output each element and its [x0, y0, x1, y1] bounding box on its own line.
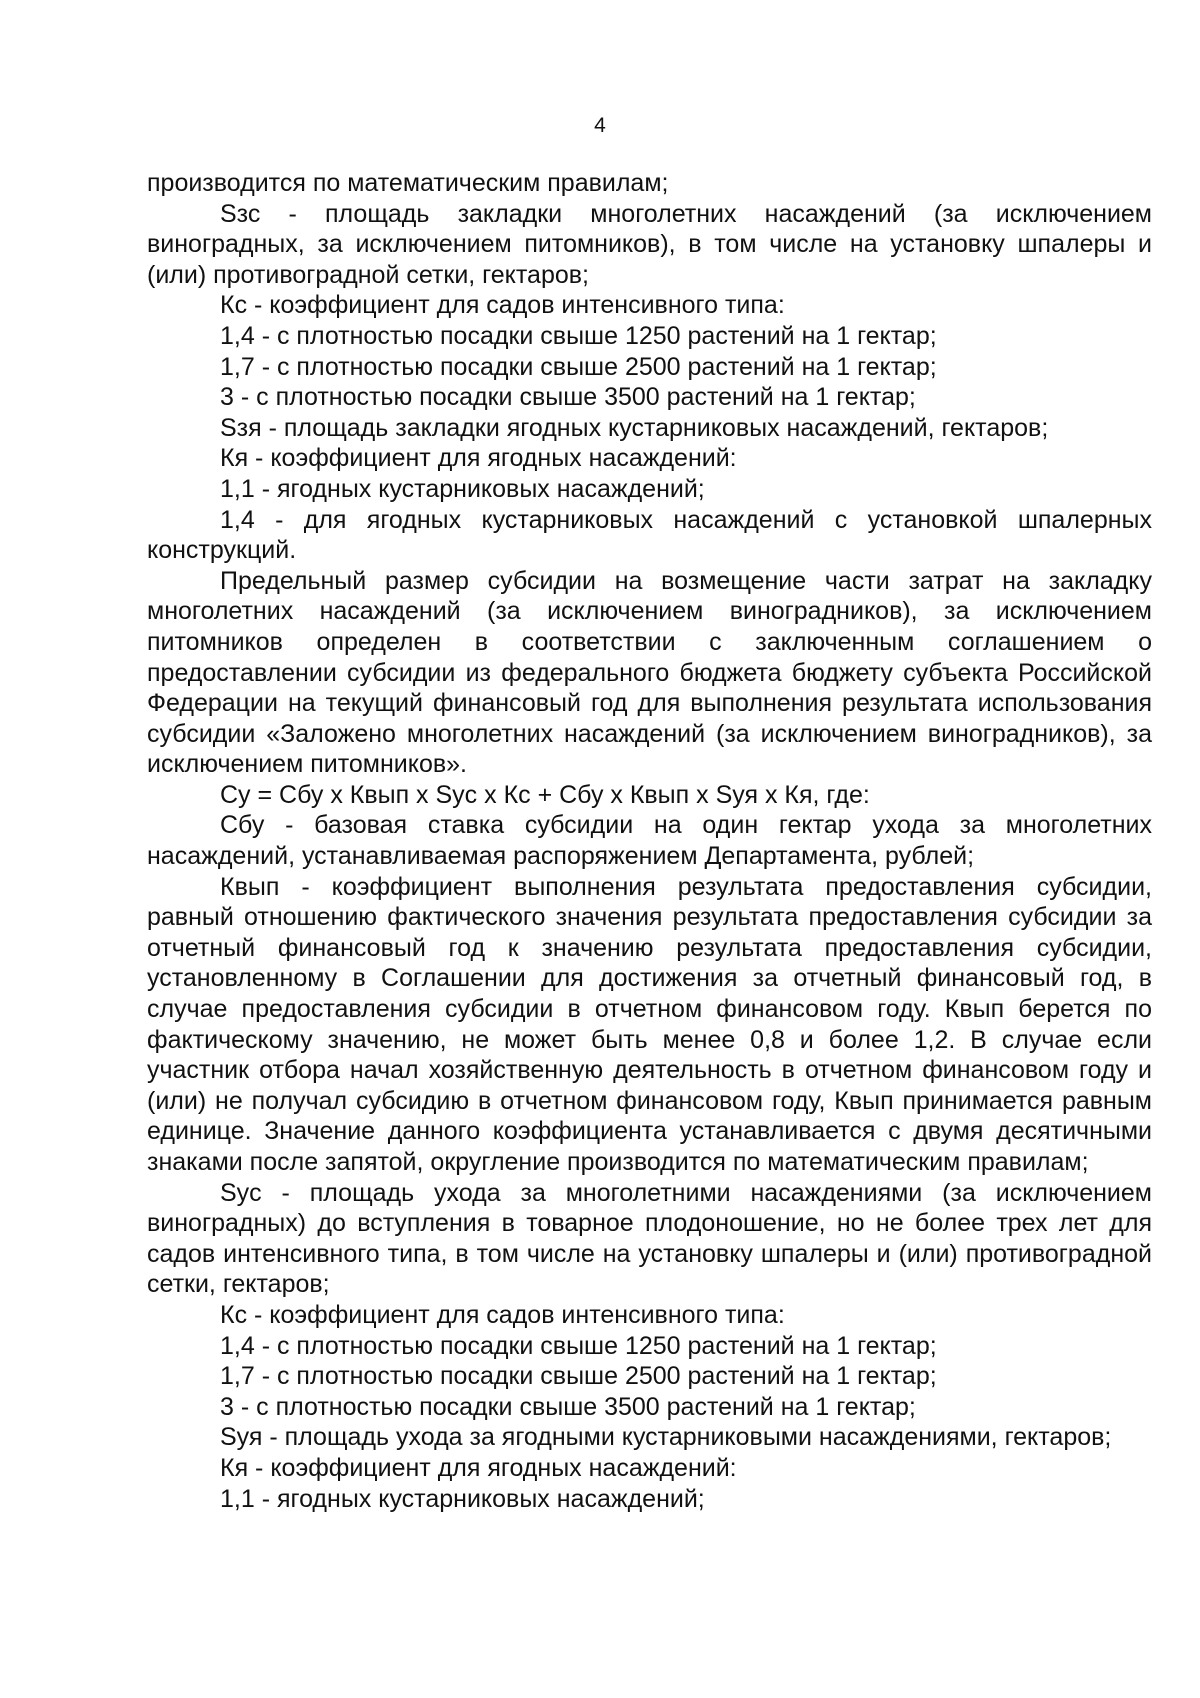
- paragraph: 1,4 - с плотностью посадки свыше 1250 растений на 1 гектар;: [220, 1331, 937, 1360]
- paragraph: 1,7 - с плотностью посадки свыше 2500 растений на 1 гектар;: [220, 1362, 937, 1391]
- paragraph: Sзс - площадь закладки многолетних насаждений (за исключением виноградных, за исключением питомников), в том числе на установку шпалеры и (или) противоградной сетки, гектаров;: [147, 199, 1152, 289]
- paragraph: Кя - коэффициент для ягодных насаждений:: [220, 1453, 737, 1482]
- paragraph: производится по математическим правилам;: [147, 169, 669, 197]
- paragraph: 1,4 - с плотностью посадки свыше 1250 растений на 1 гектар;: [220, 321, 937, 350]
- paragraph: Сбу - базовая ставка субсидии на один гектар ухода за многолетних насаждений, устанавливаемая распоряжением Департамента, рублей;: [147, 811, 1152, 871]
- paragraph: Кя - коэффициент для ягодных насаждений:: [220, 444, 737, 473]
- paragraph: 1,7 - с плотностью посадки свыше 2500 растений на 1 гектар;: [220, 352, 937, 381]
- page-number: 4: [594, 114, 606, 137]
- paragraph: Кс - коэффициент для садов интенсивного типа:: [220, 291, 785, 320]
- paragraph: Кс - коэффициент для садов интенсивного типа:: [220, 1300, 785, 1329]
- paragraph: Су = Сбу x Квып x Syc x Кс + Сбу x Квып x Sуя x Кя, где:: [220, 780, 870, 809]
- paragraph: Квып - коэффициент выполнения результата предоставления субсидии, равный отношению фактического значения результата предоставления субсидии за отчетный финансовый год к значению результата предоставления субсидии, установленному в Соглашении для достижения за отчетный финансовый год, в случае предоставления субсидии в отчетном финансовом году. Квып берется по фактическому значению, не может быть менее 0,8 и более 1,2. В случае если участник отбора начал хозяйственную деятельность в отчетном финансовом году и (или) не получал субсидию в отчетном финансовом году, Квып принимается равным единице. Значение данного коэффициента устанавливается с двумя десятичными знаками после запятой, округление производится по математическим правилам;: [147, 872, 1152, 1176]
- document-body: [147, 168, 1152, 1514]
- paragraph: 1,1 - ягодных кустарниковых насаждений;: [220, 474, 705, 503]
- paragraph: 1,1 - ягодных кустарниковых насаждений;: [220, 1484, 705, 1513]
- paragraph: 3 - с плотностью посадки свыше 3500 растений на 1 гектар;: [220, 1392, 916, 1421]
- paragraph: Sуя - площадь ухода за ягодными кустарниковыми насаждениями, гектаров;: [220, 1423, 1112, 1452]
- paragraph: Sзя - площадь закладки ягодных кустарниковых насаждений, гектаров;: [220, 413, 1049, 442]
- paragraph: 3 - с плотностью посадки свыше 3500 растений на 1 гектар;: [220, 383, 916, 412]
- paragraph: 1,4 - для ягодных кустарниковых насаждений с установкой шпалерных конструкций.: [147, 505, 1152, 565]
- paragraph: Syc - площадь ухода за многолетними насаждениями (за исключением виноградных) до вступления в товарное плодоношение, но не более трех лет для садов интенсивного типа, в том числе на установку шпалеры и (или) противоградной сетки, гектаров;: [147, 1178, 1152, 1299]
- paragraph: Предельный размер субсидии на возмещение части затрат на закладку многолетних насаждений (за исключением виноградников), за исключением питомников определен в соответствии с заключенным соглашением о предоставлении субсидии из федерального бюджета бюджету субъекта Российской Федерации на текущий финансовый год для выполнения результата использования субсидии «Заложено многолетних насаждений (за исключением виноградников), за исключением питомников».: [147, 566, 1152, 779]
